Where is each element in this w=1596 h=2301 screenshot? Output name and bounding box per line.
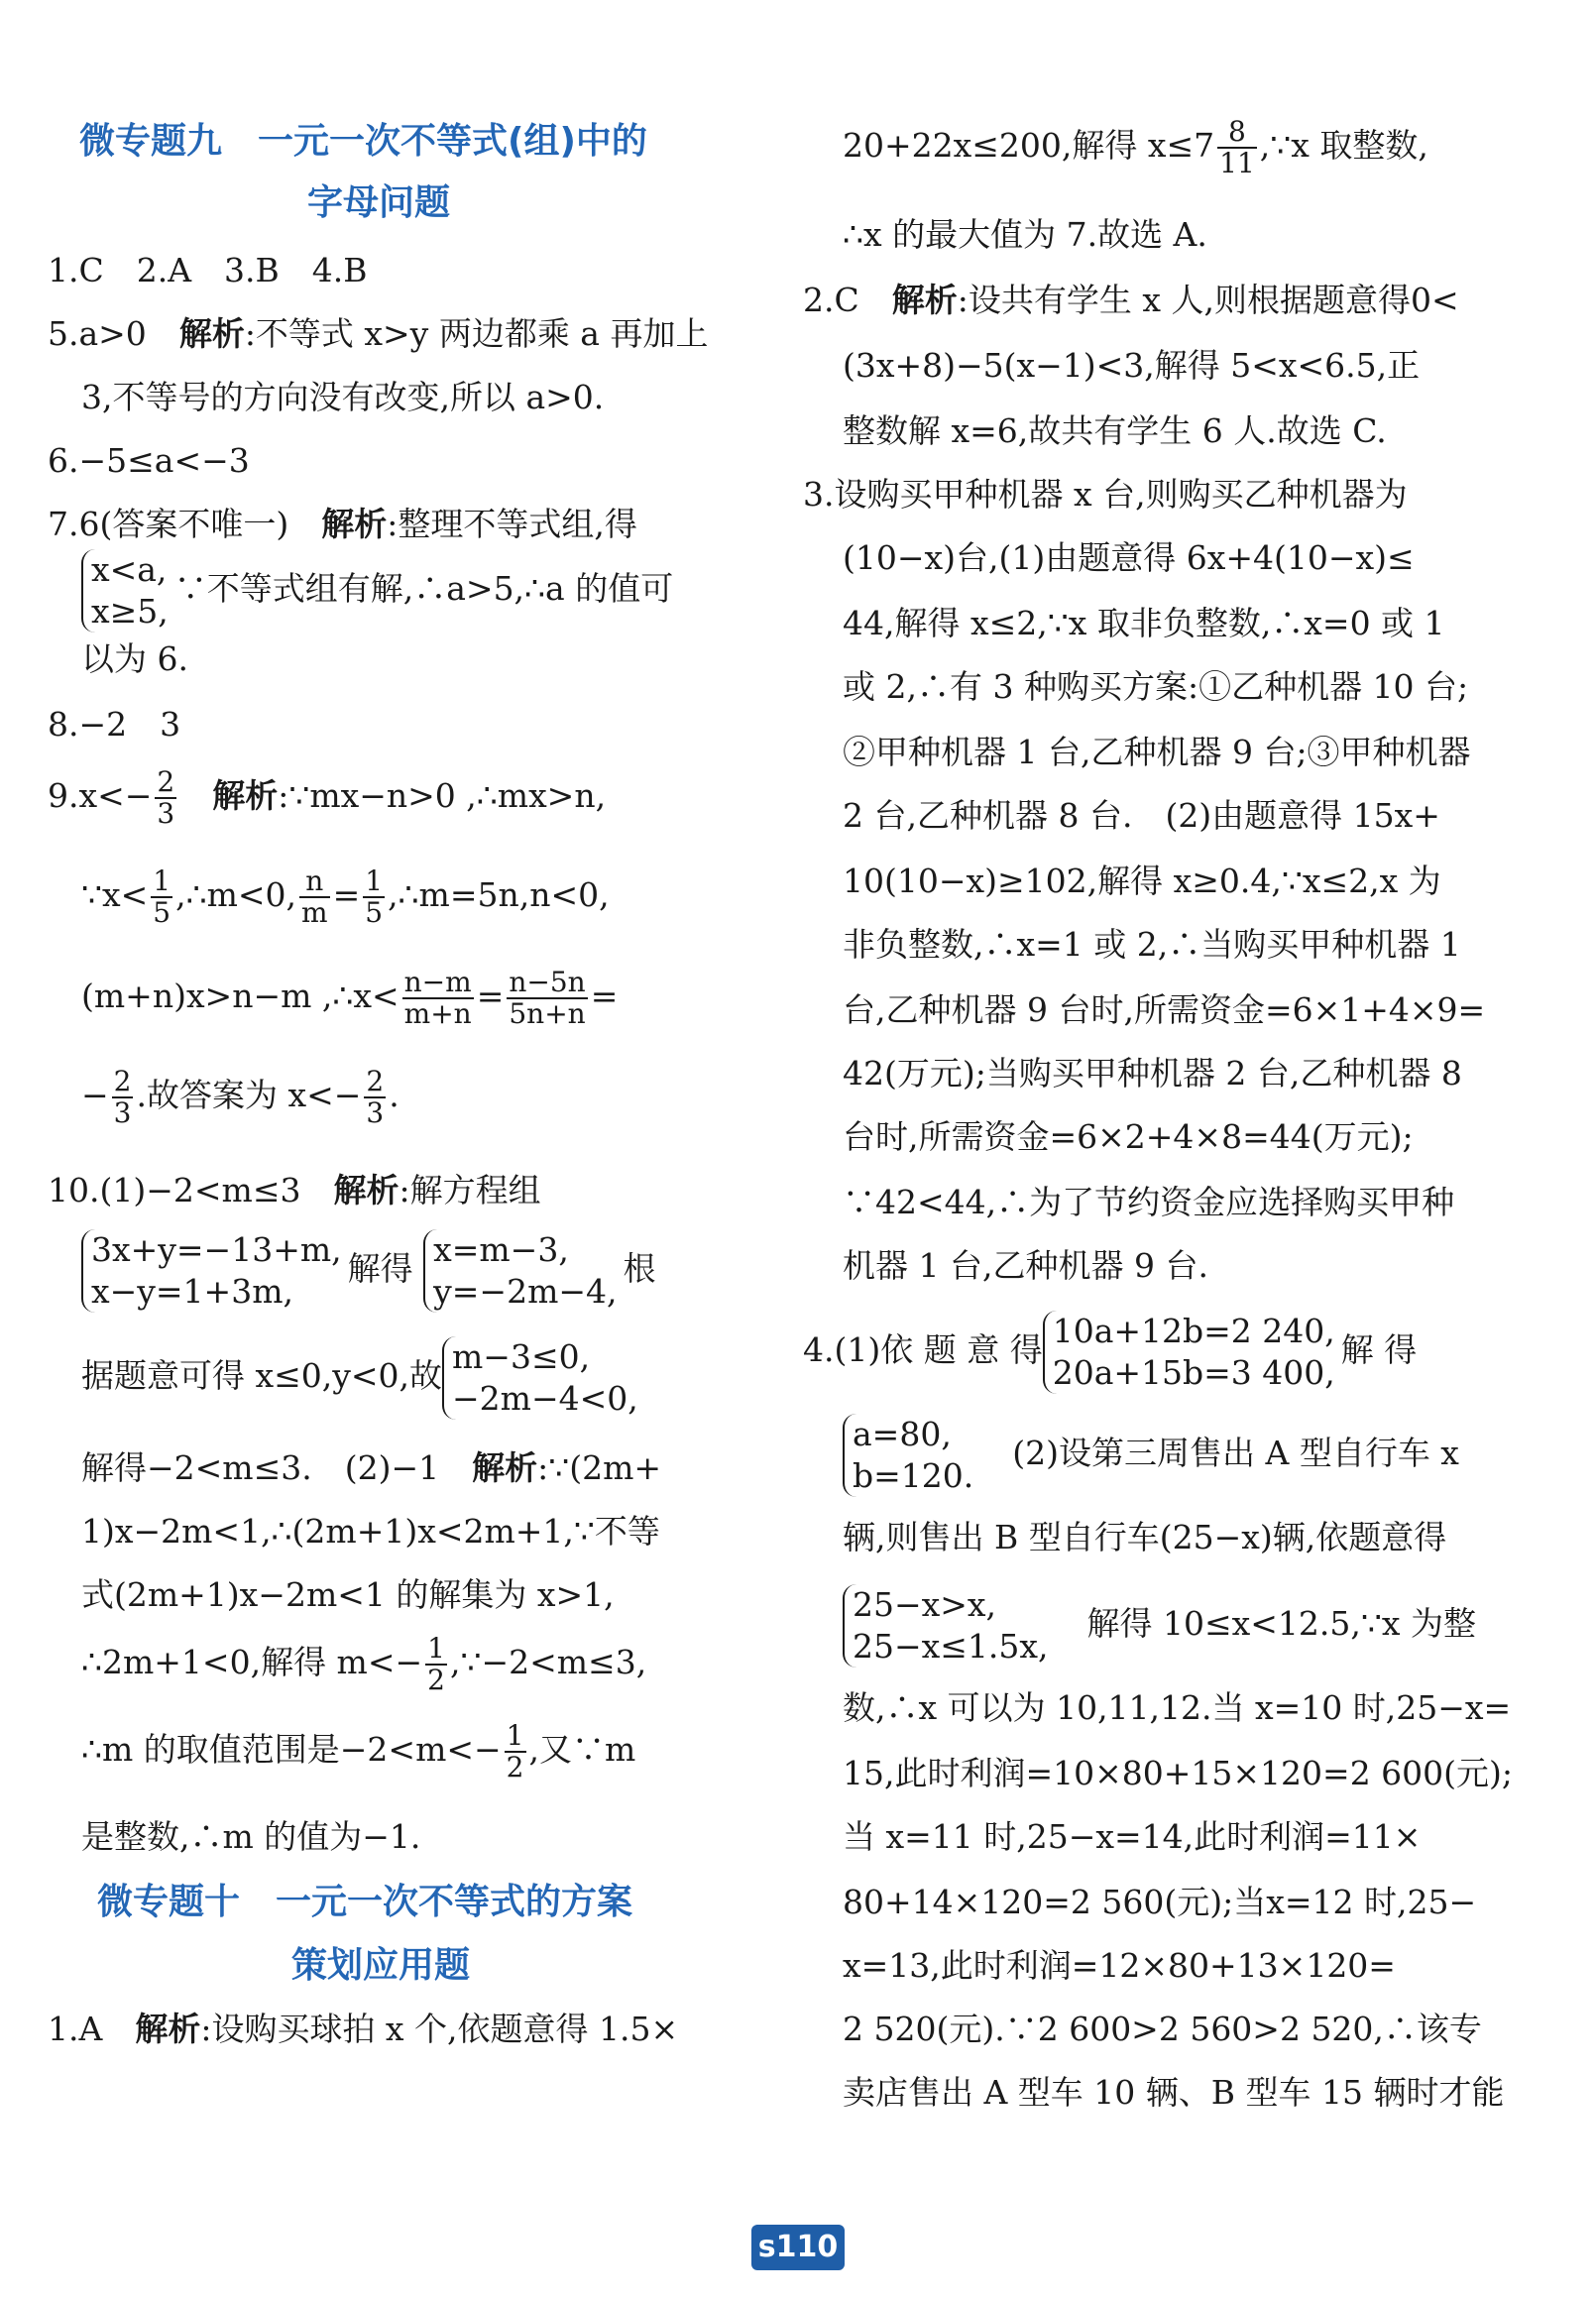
answer-line: 式(2m+1)x−2m<1 的解集为 x>1,: [81, 1575, 615, 1614]
answer-line: 20+22x≤200,解得 x≤7 $\frac{8}{11}$ ,∵x 取整数,: [843, 115, 1428, 179]
answer-line: ∴x 的最大值为 7.故选 A.: [843, 215, 1207, 254]
fraction: $\frac{1}{2}$: [427, 1632, 445, 1696]
answer-line: 2 台,乙种机器 8 台. (2)由题意得 15x+: [843, 796, 1440, 835]
fraction: $\frac{n-5n}{5n+n}$: [509, 966, 586, 1030]
answer-line: 以为 6.: [81, 639, 188, 678]
answer-line: 辆,则售出 B 型自行车(25−x)辆,依题意得: [843, 1518, 1447, 1556]
answer-line: ∴2m+1<0,解得 m<− $\frac{1}{2}$ ,∵−2<m≤3,: [81, 1632, 647, 1696]
answer-line: 当 x=11 时,25−x=14,此时利润=11×: [843, 1817, 1422, 1856]
fraction: $\frac{1}{5}$: [365, 864, 384, 929]
fraction: $\frac{2}{3}$: [113, 1065, 132, 1129]
section-heading-10-line2: 策划应用题: [291, 1945, 471, 1986]
answer-line: 3x+y=−13+m, x−y=1+3m, 解得 x=m−3, y=−2m−4, 根: [81, 1229, 656, 1313]
answer-line: 8.−2 3: [48, 705, 181, 744]
equation-system: 10a+12b=2 240, 20a+15b=3 400,: [1043, 1311, 1335, 1394]
answer-line: 整数解 x=6,故共有学生 6 人.故选 C.: [843, 411, 1387, 450]
answer-line: 1.A 解析:设购买球拍 x 个,依题意得 1.5×: [48, 2010, 679, 2048]
answer-line: 1)x−2m<1,∴(2m+1)x<2m+1,∵不等: [81, 1512, 660, 1551]
answer-line: 5.a>0 解析:不等式 x>y 两边都乘 a 再加上: [48, 314, 709, 353]
answer-line: ∵x< $\frac{1}{5}$ ,∴m<0, $\frac{n}{m}$ = $\frac{1}{5}$ ,∴m=5n,n<0,: [81, 864, 610, 929]
answer-line: 4.(1)依 题 意 得 10a+12b=2 240, 20a+15b=3 400, 解 得: [803, 1312, 1418, 1392]
answer-line: 9.x<− $\frac{2}{3}$ 解析:∵mx−n>0 ,∴mx>n,: [48, 765, 607, 830]
answer-line: 2.C 解析:设共有学生 x 人,则根据题意得0<: [803, 281, 1459, 319]
answer-line: 机器 1 台,乙种机器 9 台.: [843, 1246, 1208, 1285]
equation-system: x=m−3, y=−2m−4,: [423, 1229, 617, 1313]
answer-line: x=13,此时利润=12×80+13×120=: [843, 1946, 1396, 1985]
answer-line: (m+n)x>n−m ,∴x< $\frac{n-m}{m+n}$ = $\frac{n-5n}{5n+n}$ =: [81, 966, 619, 1030]
answer-line: 据题意可得 x≤0,y<0,故 m−3≤0, −2m−4<0,: [81, 1337, 638, 1418]
answer-line: 3.设购买甲种机器 x 台,则购买乙种机器为: [803, 475, 1408, 514]
answer-line: 台,乙种机器 9 台时,所需资金=6×1+4×9=: [843, 990, 1486, 1029]
answer-line: 42(万元);当购买甲种机器 2 台,乙种机器 8: [843, 1054, 1462, 1093]
answer-line: (10−x)台,(1)由题意得 6x+4(10−x)≤: [843, 538, 1415, 577]
answer-line: 非负整数,∴x=1 或 2,∴当购买甲种机器 1: [843, 925, 1461, 964]
answer-line: ∴m 的取值范围是−2<m<− $\frac{1}{2}$ ,又∵m: [81, 1719, 636, 1783]
answer-line: 7.6(答案不唯一) 解析:整理不等式组,得: [48, 505, 637, 543]
answer-line: (3x+8)−5(x−1)<3,解得 5<x<6.5,正: [843, 346, 1421, 385]
equation-system: x<a, x≥5,: [81, 549, 169, 633]
section-heading-9-line2: 字母问题: [307, 182, 451, 223]
answer-line: x<a, x≥5, ∵不等式组有解,∴a>5,∴a 的值可: [81, 549, 673, 633]
fraction: $\frac{2}{3}$: [366, 1065, 385, 1129]
answer-line: ②甲种机器 1 台,乙种机器 9 台;③甲种机器: [843, 733, 1471, 771]
answer-line: − $\frac{2}{3}$ .故答案为 x<− $\frac{2}{3}$ .: [81, 1065, 399, 1129]
answer-line: 25−x>x, 25−x≤1.5x, 解得 10≤x<12.5,∵x 为整: [843, 1584, 1476, 1668]
equation-system: 25−x>x, 25−x≤1.5x,: [843, 1584, 1048, 1668]
equation-system: a=80, b=120.: [843, 1414, 973, 1497]
answer-line: 解得−2<m≤3. (2)−1 解析:∵(2m+: [81, 1448, 662, 1487]
answer-line: 是整数,∴m 的值为−1.: [81, 1817, 421, 1856]
answer-line: 6.−5≤a<−3: [48, 441, 250, 480]
fraction: $\frac{2}{3}$: [157, 765, 175, 830]
answer-line: 1.C 2.A 3.B 4.B: [48, 251, 368, 289]
fraction: $\frac{1}{5}$: [153, 864, 171, 929]
page-number: s110: [751, 2225, 845, 2270]
answer-line: 10(10−x)≥102,解得 x≥0.4,∵x≤2,x 为: [843, 862, 1441, 900]
answer-line: 或 2,∴有 3 种购买方案:①乙种机器 10 台;: [843, 667, 1469, 706]
fraction: $\frac{8}{11}$: [1219, 115, 1255, 179]
answer-line: 2 520(元).∵2 600>2 560>2 520,∴该专: [843, 2010, 1482, 2048]
answer-line: 数,∴x 可以为 10,11,12.当 x=10 时,25−x=: [843, 1688, 1512, 1727]
equation-system: m−3≤0, −2m−4<0,: [442, 1336, 638, 1420]
answer-line: 80+14×120=2 560(元);当x=12 时,25−: [843, 1883, 1477, 1921]
answer-line: 15,此时利润=10×80+15×120=2 600(元);: [843, 1754, 1514, 1792]
answer-line: a=80, b=120. (2)设第三周售出 A 型自行车 x: [843, 1414, 1459, 1497]
fraction: $\frac{n-m}{m+n}$: [403, 966, 472, 1030]
answer-line: 44,解得 x≤2,∵x 取非负整数,∴x=0 或 1: [843, 604, 1445, 642]
section-heading-10: 微专题十 一元一次不等式的方案: [97, 1882, 633, 1922]
answer-line: ∵42<44,∴为了节约资金应选择购买甲种: [843, 1183, 1455, 1221]
answer-line: 台时,所需资金=6×2+4×8=44(万元);: [843, 1117, 1414, 1156]
answer-line: 10.(1)−2<m≤3 解析:解方程组: [48, 1171, 541, 1209]
answer-line: 卖店售出 A 型车 10 辆、B 型车 15 辆时才能: [843, 2073, 1505, 2112]
answer-line: 3,不等号的方向没有改变,所以 a>0.: [81, 378, 605, 416]
section-heading-9: 微专题九 一元一次不等式(组)中的: [79, 121, 647, 162]
equation-system: 3x+y=−13+m, x−y=1+3m,: [81, 1229, 342, 1313]
fraction: $\frac{1}{2}$: [506, 1719, 524, 1783]
fraction: $\frac{n}{m}$: [301, 864, 328, 929]
